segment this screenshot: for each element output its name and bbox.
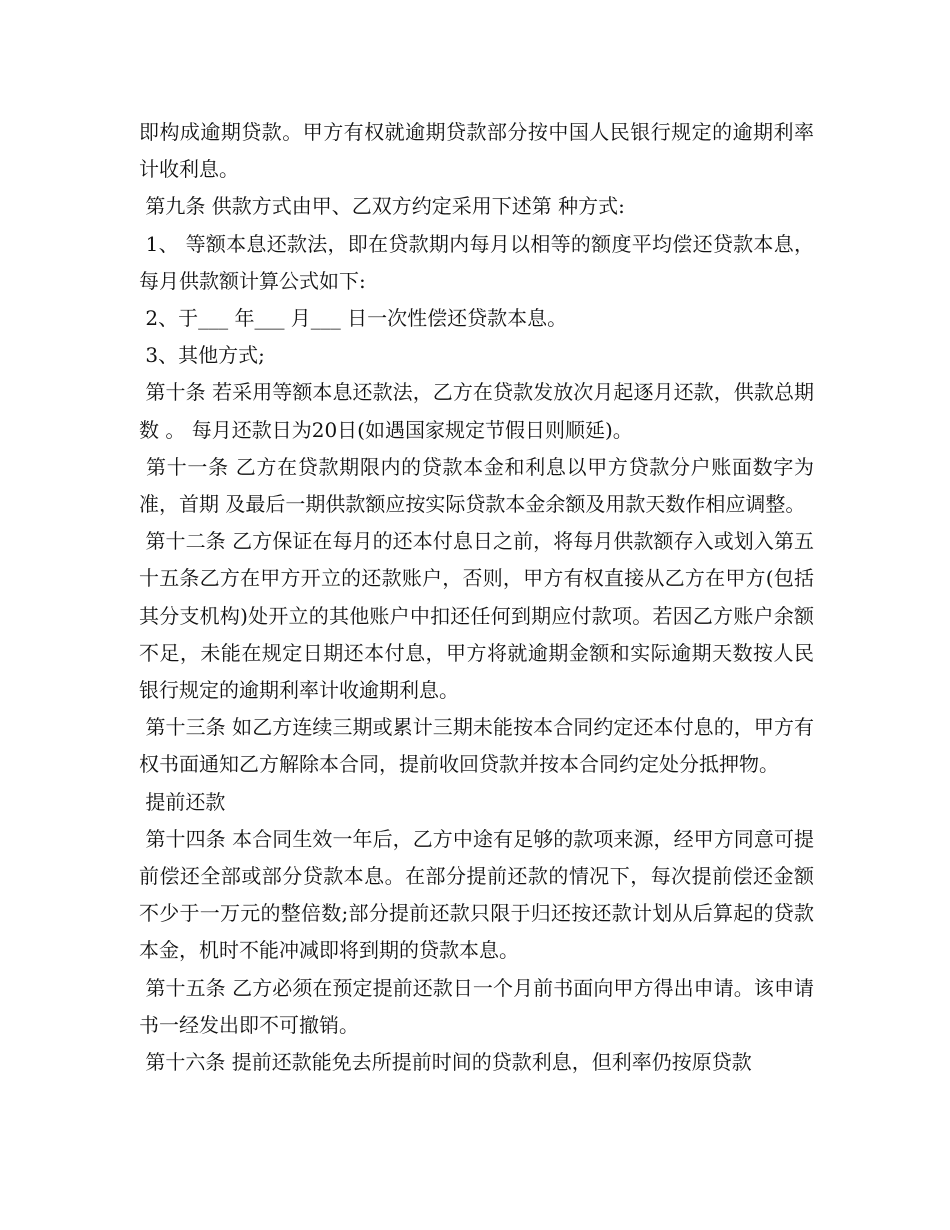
paragraph-option-2: 2、于___ 年___ 月___ 日一次性偿还贷款本息。 bbox=[139, 306, 568, 331]
paragraph-article-13: 第十三条 如乙方连续三期或累计三期未能按本合同约定还本付息的，甲方有权书面通知乙方解除本合同，提前收回贷款并按本合同约定处分抵押物。 bbox=[139, 715, 815, 777]
paragraph-article-9: 第九条 供款方式由甲、乙双方约定采用下述第 种方式: bbox=[139, 194, 625, 219]
paragraph-article-15: 第十五条 乙方必须在预定提前还款日一个月前书面向甲方得出申请。该申请书一经发出即不可撤销。 bbox=[139, 975, 815, 1037]
section-heading-prepayment: 提前还款 bbox=[139, 789, 226, 814]
paragraph-article-14: 第十四条 本合同生效一年后，乙方中途有足够的款项来源，经甲方同意可提前偿还全部或部分贷款本息。在部分提前还款的情况下，每次提前偿还金额不少于一万元的整倍数;部分提前还款只限于归还按还款计划从后算起的贷款本金，机时不能冲减即将到期的贷款本息。 bbox=[139, 826, 815, 963]
paragraph-overdue-interest: 即构成逾期贷款。甲方有权就逾期贷款部分按中国人民银行规定的逾期利率计收利息。 bbox=[139, 120, 814, 182]
paragraph-option-1: 1、 等额本息还款法，即在贷款期内每月以相等的额度平均偿还贷款本息，每月供款额计算公式如下: bbox=[139, 231, 814, 293]
paragraph-article-12: 第十二条 乙方保证在每月的还本付息日之前，将每月供款额存入或划入第五十五条乙方在甲方开立的还款账户，否则，甲方有权直接从乙方在甲方(包括其分支机构)处开立的其他账户中扣还任何到期应付款项。若因乙方账户余额不足，未能在规定日期还本付息，甲方将就逾期金额和实际逾期天数按人民银行规定的逾期利率计收逾期利息。 bbox=[139, 529, 815, 703]
paragraph-article-10: 第十条 若采用等额本息还款法，乙方在贷款发放次月起逐月还款，供款总期数 。 每月还款日为20日(如遇国家规定节假日则顺延)。 bbox=[139, 380, 815, 442]
paragraph-article-11: 第十一条 乙方在贷款期限内的贷款本金和利息以甲方贷款分户账面数字为准，首期 及最后一期供款额应按实际贷款本金余额及用款天数作相应调整。 bbox=[139, 454, 815, 517]
paragraph-option-3: 3、其他方式; bbox=[139, 343, 265, 368]
paragraph-article-16: 第十六条 提前还款能免去所提前时间的贷款利息，但利率仍按原贷款 bbox=[139, 1050, 752, 1075]
